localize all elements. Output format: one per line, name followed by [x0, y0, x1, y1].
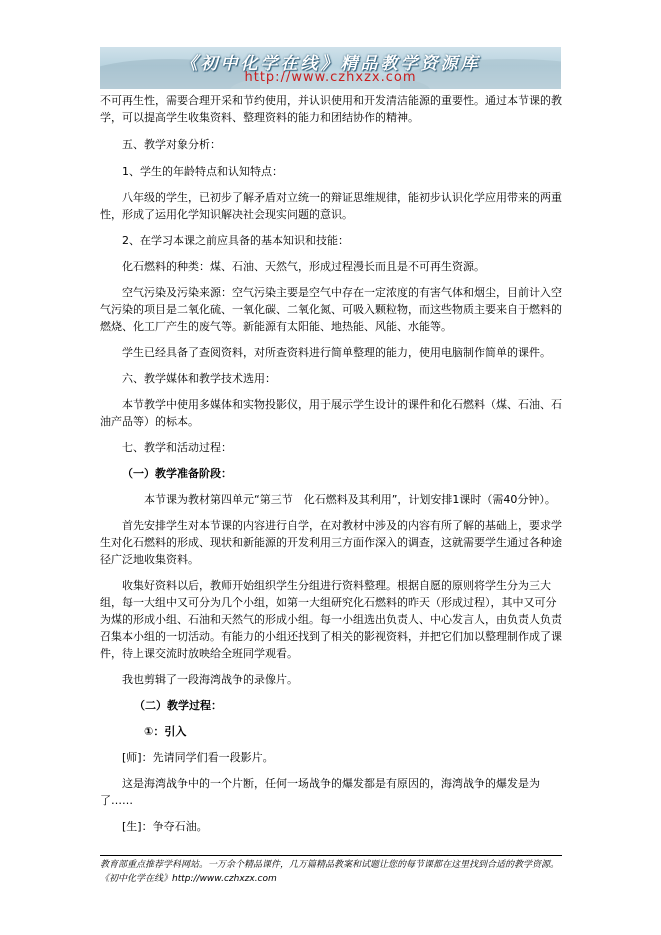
subheading: （二）教学过程： — [134, 699, 222, 712]
header-banner — [100, 47, 561, 89]
dialogue-line: [生]：争夺石油。 — [122, 820, 208, 833]
section-heading: 五、教学对象分析： — [122, 138, 221, 151]
paragraph: 不可再生性，需要合理开采和节约使用，并认识使用和开发清洁能源的重要性。通过本节课的教学，可以提高学生收集资料、整理资料的能力和团结协作的精神。 — [100, 94, 562, 124]
banner-url[interactable]: http://www.czhxzx.com — [244, 70, 417, 85]
document-body — [100, 92, 562, 835]
paragraph: 首先安排学生对本节课的内容进行自学，在对教材中涉及的内容有所了解的基础上，要求学生对化石燃料的形成、现状和新能源的开发利用三方面作深入的调查，这就需要学生通过各种途径广泛地收集资料。 — [100, 519, 562, 566]
page-footer: 教育部重点推荐学科网站。一万余个精品课件，几万篇精品教案和试题让您的每节课都在这里找到合适的教学资源。《初中化学在线》http://www.czhxzx.com — [100, 855, 562, 886]
paragraph: 本节教学中使用多媒体和实物投影仪，用于展示学生设计的课件和化石燃料（煤、石油、石油产品等）的标本。 — [100, 398, 562, 428]
paragraph: 收集好资料以后，教师开始组织学生分组进行资料整理。根据自愿的原则将学生分为三大组，每一大组中又可分为几个小组，如第一大组研究化石燃料的昨天（形成过程），其中又可分为煤的形成小组、石油和天然气的形成小组。每一小组选出负责人、中心发言人，由负责人负责召集本小组的一切活动。有能力的小组还找到了相关的影视资料，并把它们加以整理制作成了课件，待上课交流时放映给全班同学观看。 — [100, 579, 562, 660]
paragraph: 本节课为教材第四单元“第三节 化石燃料及其利用”，计划安排1课时（需40分钟）。 — [144, 493, 556, 506]
banner-title: 《初中化学在线》精品教学资源库 — [180, 54, 481, 74]
paragraph: 化石燃料的种类：煤、石油、天然气，形成过程漫长而且是不可再生资源。 — [122, 260, 485, 273]
section-heading: 六、教学媒体和教学技术选用： — [122, 372, 276, 385]
subheading: ①：引入 — [144, 725, 187, 738]
dialogue-line: [师]：先请同学们看一段影片。 — [122, 751, 274, 764]
subheading: 1、学生的年龄特点和认知特点： — [122, 165, 283, 178]
subheading: 2、在学习本课之前应具备的基本知识和技能： — [122, 234, 349, 247]
paragraph: 学生已经具备了查阅资料，对所查资料进行简单整理的能力，使用电脑制作简单的课件。 — [122, 346, 551, 359]
section-heading: 七、教学和活动过程： — [122, 441, 232, 454]
subheading: （一）教学准备阶段： — [122, 467, 232, 480]
paragraph: 八年级的学生，已初步了解矛盾对立统一的辩证思维规律，能初步认识化学应用带来的两重性，形成了运用化学知识解决社会现实问题的意识。 — [100, 191, 562, 221]
paragraph: 这是海湾战争中的一个片断，任何一场战争的爆发都是有原因的，海湾战争的爆发是为了…… — [100, 777, 540, 807]
paragraph: 空气污染及污染来源：空气污染主要是空气中存在一定浓度的有害气体和烟尘，目前计入空气污染的项目是二氧化硫、一氧化碳、二氧化氮、可吸入颗粒物，而这些物质主要来自于燃料的燃烧、化工厂产生的废气等。新能源有太阳能、地热能、风能、水能等。 — [100, 286, 562, 333]
paragraph: 我也剪辑了一段海湾战争的录像片。 — [122, 673, 298, 686]
